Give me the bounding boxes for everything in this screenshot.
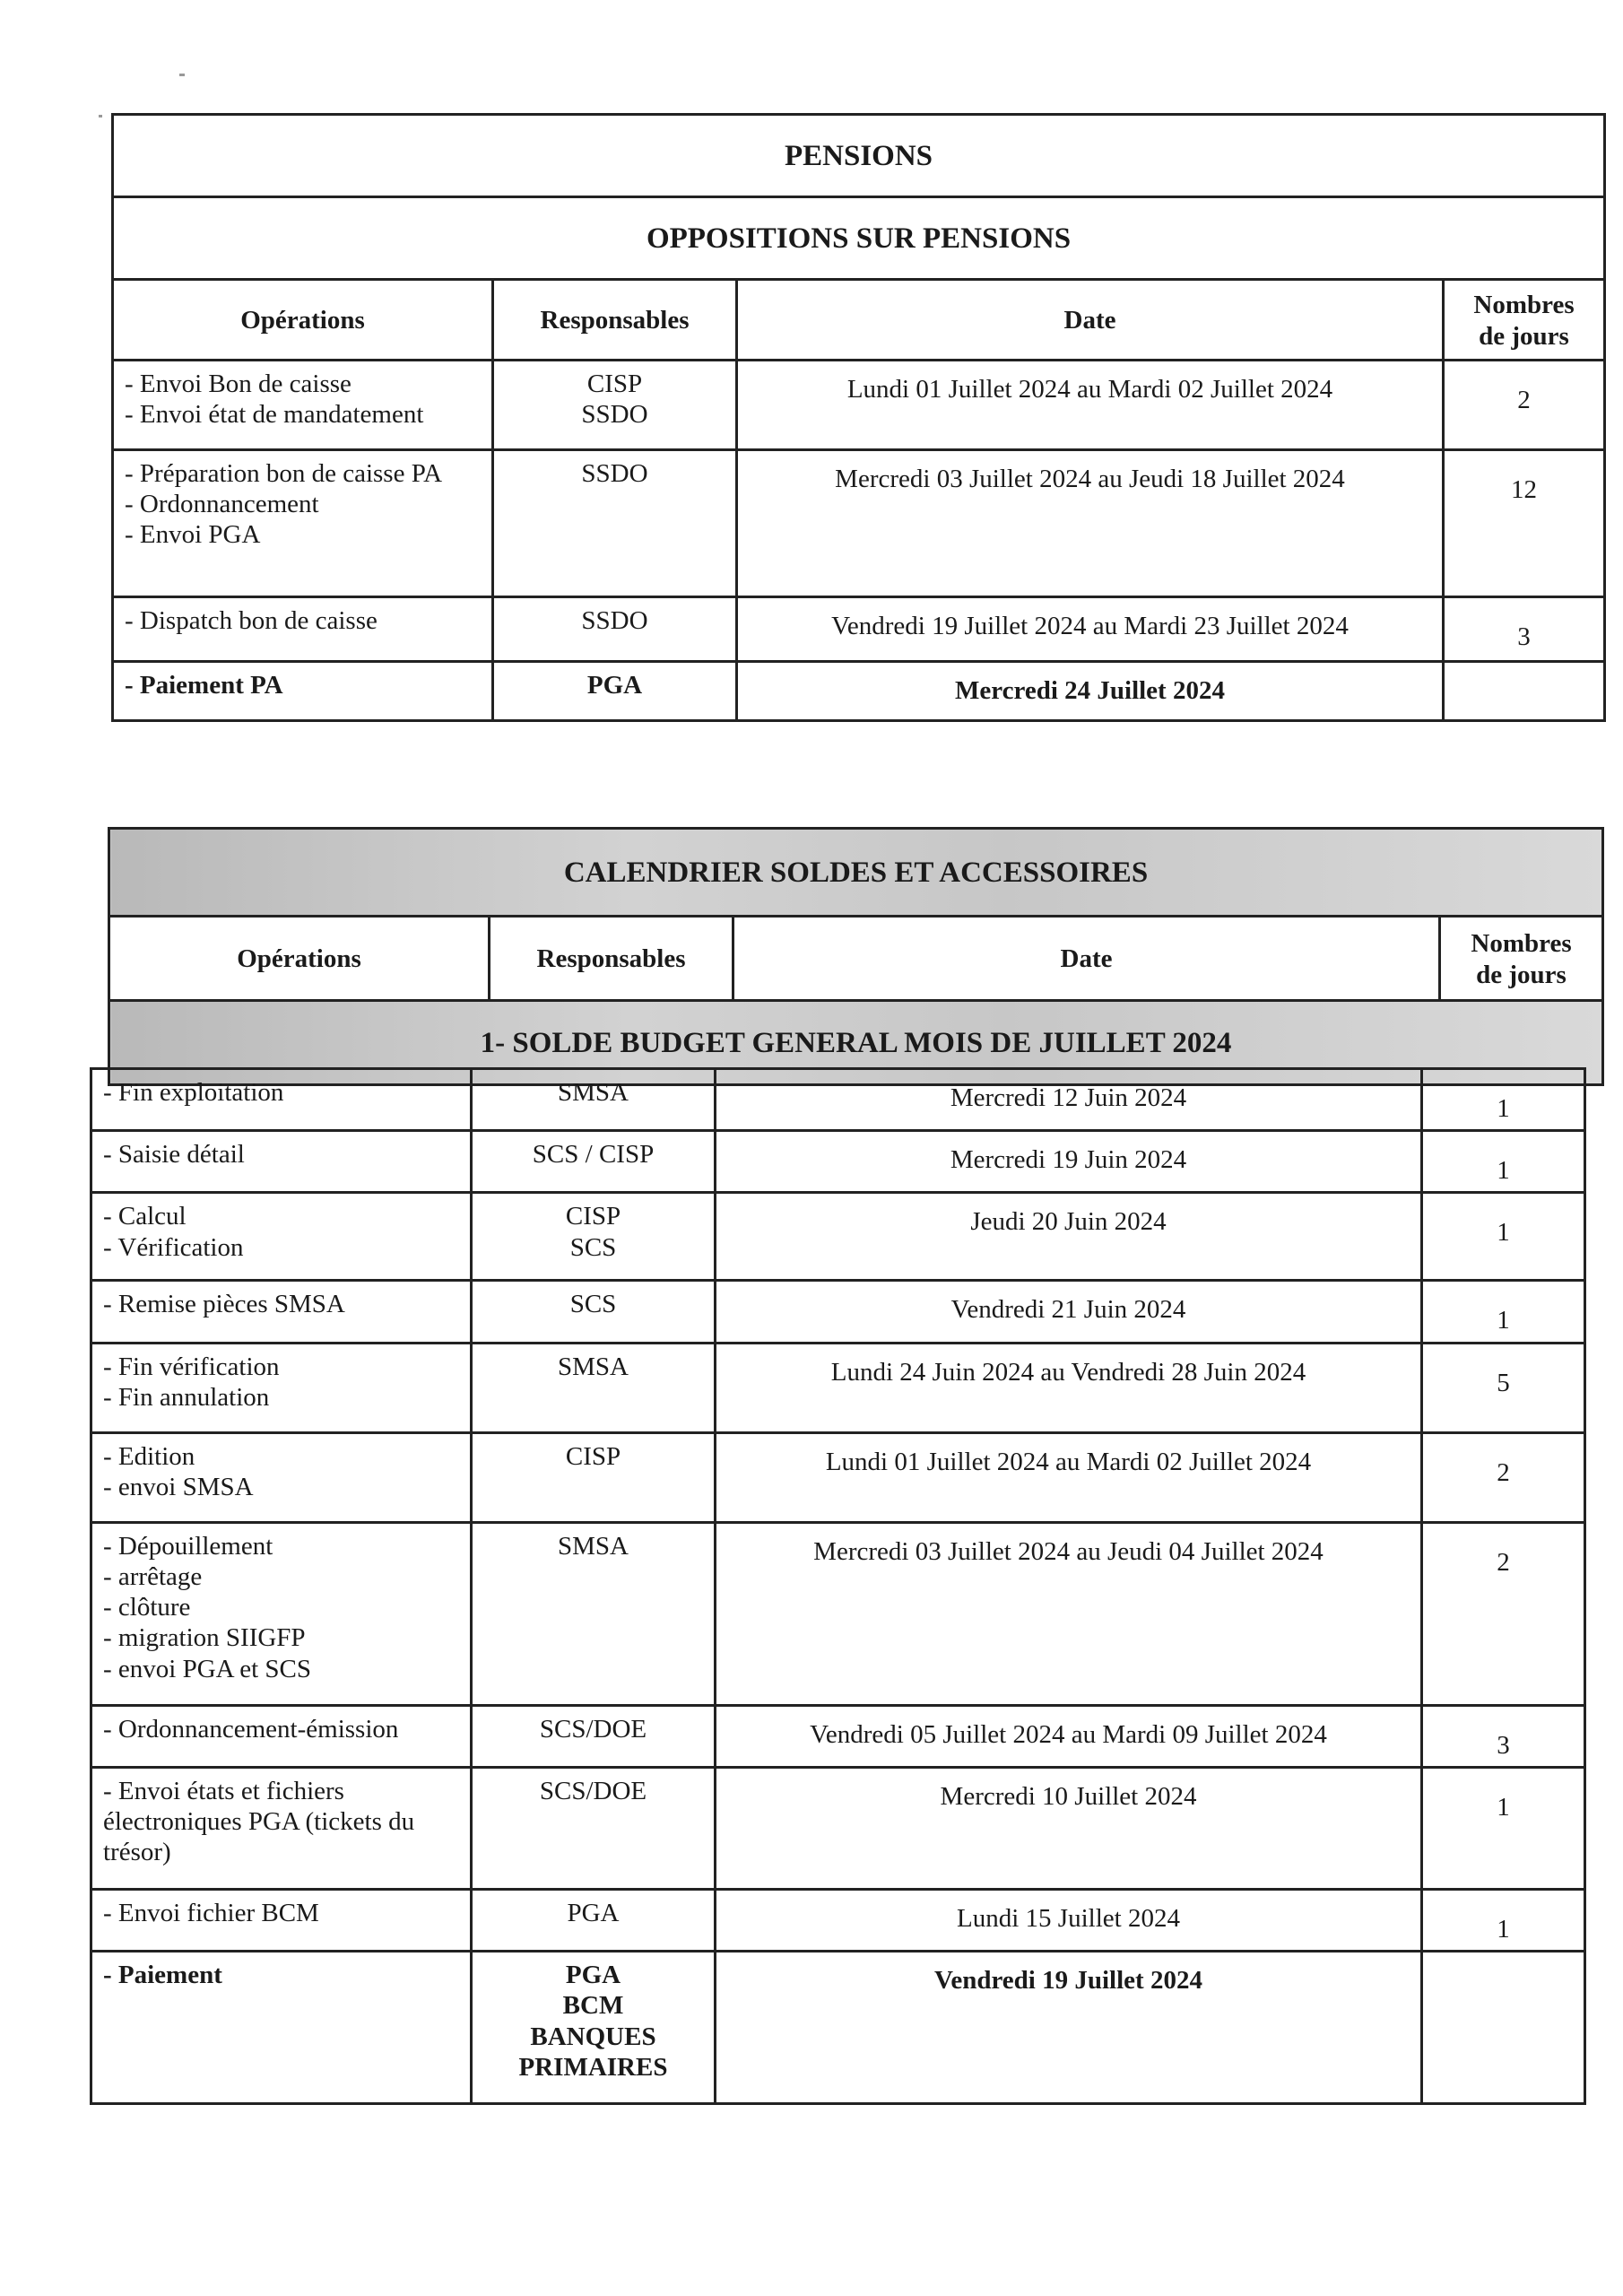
operation-item: - Envoi états et fichiers électroniques PGA (tickets du trésor) xyxy=(103,1776,415,1867)
operation-item: - Dispatch bon de caisse xyxy=(125,606,378,635)
operation-item: - arrêtage xyxy=(103,1561,203,1591)
operation-item: - Préparation bon de caisse PA xyxy=(125,459,443,488)
header-responsables: Responsables xyxy=(490,917,733,1001)
scan-speck xyxy=(179,74,185,76)
header-date: Date xyxy=(733,917,1440,1001)
table-row xyxy=(113,662,1605,721)
date-cell: Vendredi 19 Juillet 2024 xyxy=(716,1952,1422,2104)
header-days-line1: Nombres xyxy=(1471,929,1572,959)
date-cell: Mercredi 24 Juillet 2024 xyxy=(737,662,1444,721)
responsable-item: SCS xyxy=(569,1290,617,1319)
responsables-cell xyxy=(472,1343,716,1432)
responsables-cell xyxy=(472,1889,716,1951)
table-row xyxy=(91,1952,1585,2104)
date-cell: Lundi 24 Juin 2024 au Vendredi 28 Juin 2024 xyxy=(716,1343,1422,1432)
responsable-item: SSDO xyxy=(581,606,648,635)
days-cell xyxy=(1444,662,1605,721)
days-cell xyxy=(1422,1952,1585,2104)
days-cell: 1 xyxy=(1422,1281,1585,1343)
days-cell: 3 xyxy=(1422,1705,1585,1767)
responsable-item: SCS/DOE xyxy=(539,1776,647,1805)
date-cell: Vendredi 19 Juillet 2024 au Mardi 23 Juillet 2024 xyxy=(737,597,1444,662)
days-cell: 1 xyxy=(1422,1069,1585,1131)
table-row xyxy=(91,1705,1585,1767)
responsables-cell xyxy=(472,1705,716,1767)
scan-speck xyxy=(99,115,102,117)
responsable-item: SMSA xyxy=(558,1531,629,1561)
operations-cell xyxy=(91,1131,472,1193)
pensions-table-body xyxy=(113,115,1605,721)
pensions-title: PENSIONS xyxy=(113,115,1605,197)
responsable-item: PGA xyxy=(567,1898,620,1927)
operation-item: - Envoi fichier BCM xyxy=(103,1898,319,1927)
operations-cell xyxy=(91,1705,472,1767)
date-cell: Mercredi 19 Juin 2024 xyxy=(716,1131,1422,1193)
responsable-item: PRIMAIRES xyxy=(518,2052,668,2082)
operations-cell xyxy=(91,1889,472,1951)
operations-cell xyxy=(91,1281,472,1343)
days-cell: 2 xyxy=(1444,361,1605,450)
operation-item: - Saisie détail xyxy=(103,1140,245,1170)
date-cell: Jeudi 20 Juin 2024 xyxy=(716,1193,1422,1281)
days-cell: 3 xyxy=(1444,597,1605,662)
responsables-cell xyxy=(472,1952,716,2104)
date-cell: Vendredi 21 Juin 2024 xyxy=(716,1281,1422,1343)
date-cell: Lundi 15 Juillet 2024 xyxy=(716,1889,1422,1951)
table-row xyxy=(91,1432,1585,1522)
operations-cell xyxy=(91,1343,472,1432)
responsables-cell xyxy=(472,1131,716,1193)
table-row xyxy=(91,1889,1585,1951)
responsables-cell xyxy=(472,1522,716,1705)
days-cell: 5 xyxy=(1422,1343,1585,1432)
operation-item: - migration SIIGFP xyxy=(103,1623,306,1653)
header-operations: Opérations xyxy=(113,280,493,361)
operations-cell xyxy=(113,597,493,662)
operation-item: - Remise pièces SMSA xyxy=(103,1290,345,1319)
responsable-item: BANQUES xyxy=(530,2022,656,2051)
operation-item: - Edition xyxy=(103,1441,195,1471)
table-row xyxy=(91,1193,1585,1281)
responsable-item: CISP xyxy=(565,1202,621,1231)
operation-item: - Dépouillement xyxy=(103,1531,273,1561)
responsables-cell xyxy=(493,597,737,662)
operation-item: - Envoi Bon de caisse xyxy=(125,370,352,398)
operation-item: - Fin exploitation xyxy=(103,1078,284,1107)
pensions-table xyxy=(111,113,1606,722)
operation-item: - Ordonnancement-émission xyxy=(103,1714,399,1744)
responsable-item: CISP xyxy=(565,1441,621,1471)
section-title: 1- SOLDE BUDGET GENERAL MOIS DE JUILLET 2024 xyxy=(109,1001,1603,1085)
soldes-header-body xyxy=(109,829,1603,1085)
days-cell: 1 xyxy=(1422,1131,1585,1193)
operation-item: - Calcul xyxy=(103,1202,187,1231)
header-days xyxy=(1440,917,1603,1001)
table-row xyxy=(91,1281,1585,1343)
date-cell: Lundi 01 Juillet 2024 au Mardi 02 Juillet 2024 xyxy=(737,361,1444,450)
responsable-item: CISP xyxy=(586,370,643,398)
header-responsables: Responsables xyxy=(493,280,737,361)
operations-cell xyxy=(91,1767,472,1889)
responsable-item: SCS / CISP xyxy=(532,1140,655,1170)
responsable-item: PGA xyxy=(586,671,643,700)
responsable-item: SMSA xyxy=(558,1352,629,1381)
operation-item: - Paiement xyxy=(103,1961,222,1990)
responsables-cell xyxy=(472,1432,716,1522)
header-date: Date xyxy=(737,280,1444,361)
header-days xyxy=(1444,280,1605,361)
header-days-line2: de jours xyxy=(1479,321,1569,351)
table-row xyxy=(113,597,1605,662)
operation-item: - Fin annulation xyxy=(103,1382,270,1412)
operation-item: - Ordonnancement xyxy=(125,490,319,519)
responsables-cell xyxy=(472,1281,716,1343)
date-cell: Vendredi 05 Juillet 2024 au Mardi 09 Juillet 2024 xyxy=(716,1705,1422,1767)
responsable-item: SSDO xyxy=(581,459,648,488)
table-row xyxy=(113,361,1605,450)
days-cell: 12 xyxy=(1444,450,1605,597)
date-cell: Mercredi 03 Juillet 2024 au Jeudi 04 Juillet 2024 xyxy=(716,1522,1422,1705)
responsables-cell xyxy=(472,1193,716,1281)
table-row xyxy=(91,1343,1585,1432)
responsable-item: PGA xyxy=(565,1961,621,1990)
responsables-cell xyxy=(472,1767,716,1889)
responsable-item: SSDO xyxy=(581,400,648,430)
operations-cell xyxy=(91,1522,472,1705)
date-cell: Mercredi 12 Juin 2024 xyxy=(716,1069,1422,1131)
operations-cell xyxy=(91,1432,472,1522)
operation-item: - Fin vérification xyxy=(103,1352,280,1381)
days-cell: 2 xyxy=(1422,1522,1585,1705)
operations-cell xyxy=(91,1952,472,2104)
operation-item: - Vérification xyxy=(103,1232,244,1262)
responsable-item: SCS/DOE xyxy=(539,1714,647,1744)
operations-cell xyxy=(113,361,493,450)
responsable-item: BCM xyxy=(562,1991,624,2021)
pensions-subtitle: OPPOSITIONS SUR PENSIONS xyxy=(113,197,1605,280)
date-cell: Mercredi 03 Juillet 2024 au Jeudi 18 Juillet 2024 xyxy=(737,450,1444,597)
days-cell: 1 xyxy=(1422,1193,1585,1281)
responsable-item: SMSA xyxy=(558,1078,629,1107)
responsables-cell xyxy=(493,662,737,721)
table-row xyxy=(91,1767,1585,1889)
operation-item: - envoi PGA et SCS xyxy=(103,1654,312,1683)
date-cell: Lundi 01 Juillet 2024 au Mardi 02 Juillet 2024 xyxy=(716,1432,1422,1522)
responsable-item: SCS xyxy=(569,1232,617,1262)
days-cell: 1 xyxy=(1422,1889,1585,1951)
soldes-header-row xyxy=(109,917,1603,1001)
header-operations: Opérations xyxy=(109,917,490,1001)
header-days-line1: Nombres xyxy=(1473,291,1575,320)
soldes-header-table xyxy=(108,827,1604,1086)
operations-cell xyxy=(113,450,493,597)
operation-item: - envoi SMSA xyxy=(103,1472,254,1501)
pensions-header-row xyxy=(113,280,1605,361)
table-row xyxy=(91,1522,1585,1705)
soldes-table xyxy=(90,1067,1586,2105)
soldes-table-body xyxy=(91,1069,1585,2104)
table-row xyxy=(91,1069,1585,1131)
operations-cell xyxy=(91,1069,472,1131)
operation-item: - Envoi état de mandatement xyxy=(125,400,424,430)
responsables-cell xyxy=(472,1069,716,1131)
table-row xyxy=(113,450,1605,597)
date-cell: Mercredi 10 Juillet 2024 xyxy=(716,1767,1422,1889)
soldes-title: CALENDRIER SOLDES ET ACCESSOIRES xyxy=(109,829,1603,917)
header-days-line2: de jours xyxy=(1476,960,1567,989)
operation-item: - Envoi PGA xyxy=(125,520,261,550)
operation-item: - Paiement PA xyxy=(125,671,283,700)
table-row xyxy=(91,1131,1585,1193)
responsables-cell xyxy=(493,361,737,450)
operations-cell xyxy=(113,662,493,721)
days-cell: 2 xyxy=(1422,1432,1585,1522)
responsables-cell xyxy=(493,450,737,597)
operations-cell xyxy=(91,1193,472,1281)
operation-item: - clôture xyxy=(103,1593,191,1622)
days-cell: 1 xyxy=(1422,1767,1585,1889)
